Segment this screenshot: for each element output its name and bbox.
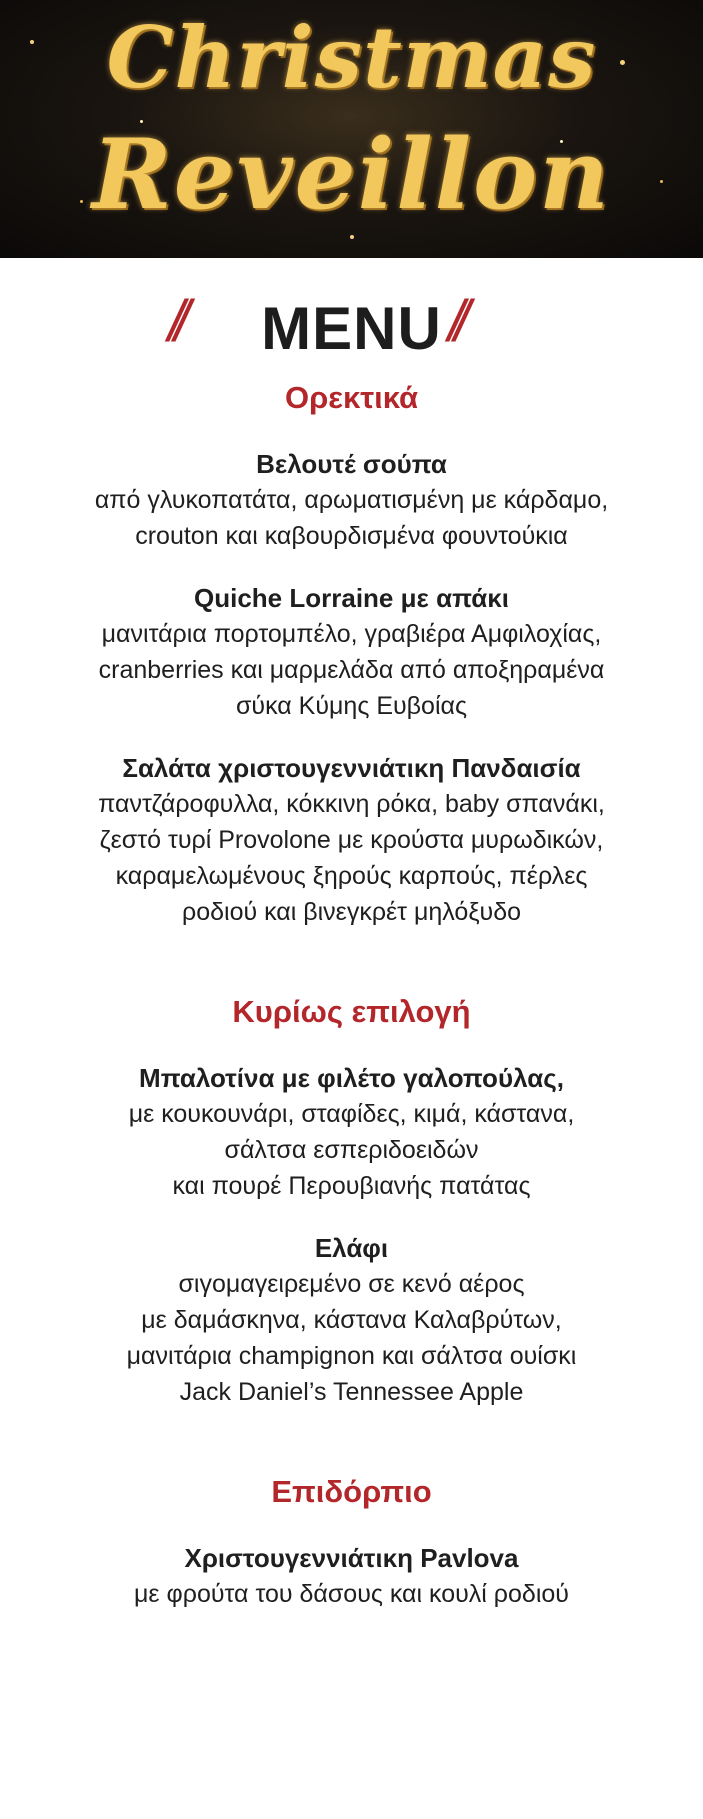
- menu-heading: [0, 258, 703, 368]
- dish-item: [0, 580, 703, 724]
- section-dessert: [0, 1462, 703, 1612]
- header-banner: [0, 0, 703, 258]
- dish-name: Ελάφι: [314, 1233, 389, 1263]
- decor-slashes-left: //: [168, 289, 181, 354]
- dish-description: με κουκουνάρι, σταφίδες, κιμά, κάστανα, σάλτσα εσπεριδοειδών και πουρέ Περουβιανής πατάτας: [128, 1100, 575, 1200]
- banner-title-line2: Reveillon: [92, 118, 611, 231]
- dish-name: Σαλάτα χριστουγεννιάτικη Πανδαισία: [122, 753, 581, 783]
- menu-title: MENU: [261, 295, 442, 362]
- dish-item: [0, 1540, 703, 1612]
- dish-name: Βελουτέ σούπα: [256, 449, 447, 479]
- section-main-course: [0, 982, 703, 1410]
- section-appetizers: [0, 368, 703, 930]
- dish-item: [0, 446, 703, 554]
- dish-description: μανιτάρια πορτομπέλο, γραβιέρα Αμφιλοχίας, cranberries και μαρμελάδα από αποξηραμένα σύκα Κύμης Ευβοίας: [98, 620, 605, 720]
- dish-item: [0, 750, 703, 930]
- dish-description: παντζάροφυλλα, κόκκινη ρόκα, baby σπανάκι, ζεστό τυρί Provolone με κρούστα μυρωδικών, καραμελωμένους ξηρούς καρπούς, πέρλες ροδιού και βινεγκρέτ μηλόξυδο: [98, 790, 605, 926]
- banner-title-line1: Christmas: [106, 8, 597, 107]
- section-title: Ορεκτικά: [284, 380, 419, 415]
- dish-item: [0, 1230, 703, 1410]
- dish-name: Quiche Lorraine με απάκι: [194, 583, 509, 613]
- dish-name: Χριστουγεννιάτικη Pavlova: [184, 1543, 519, 1573]
- dish-item: [0, 1060, 703, 1204]
- section-title: Επιδόρπιο: [271, 1474, 432, 1509]
- decor-slashes-right: //: [448, 289, 461, 354]
- section-title: Κυρίως επιλογή: [232, 994, 471, 1029]
- dish-description: από γλυκοπατάτα, αρωματισμένη με κάρδαμο, crouton και καβουρδισμένα φουντούκια: [94, 486, 609, 550]
- dish-name: Μπαλοτίνα με φιλέτο γαλοπούλας,: [139, 1063, 564, 1093]
- dish-description: με φρούτα του δάσους και κουλί ροδιού: [134, 1580, 569, 1608]
- dish-description: σιγομαγειρεμένο σε κενό αέρος με δαμάσκηνα, κάστανα Καλαβρύτων, μανιτάρια champignon και σάλτσα ουίσκι Jack Daniel’s Tennessee Apple: [126, 1270, 577, 1406]
- sparkle-decoration: [350, 235, 354, 239]
